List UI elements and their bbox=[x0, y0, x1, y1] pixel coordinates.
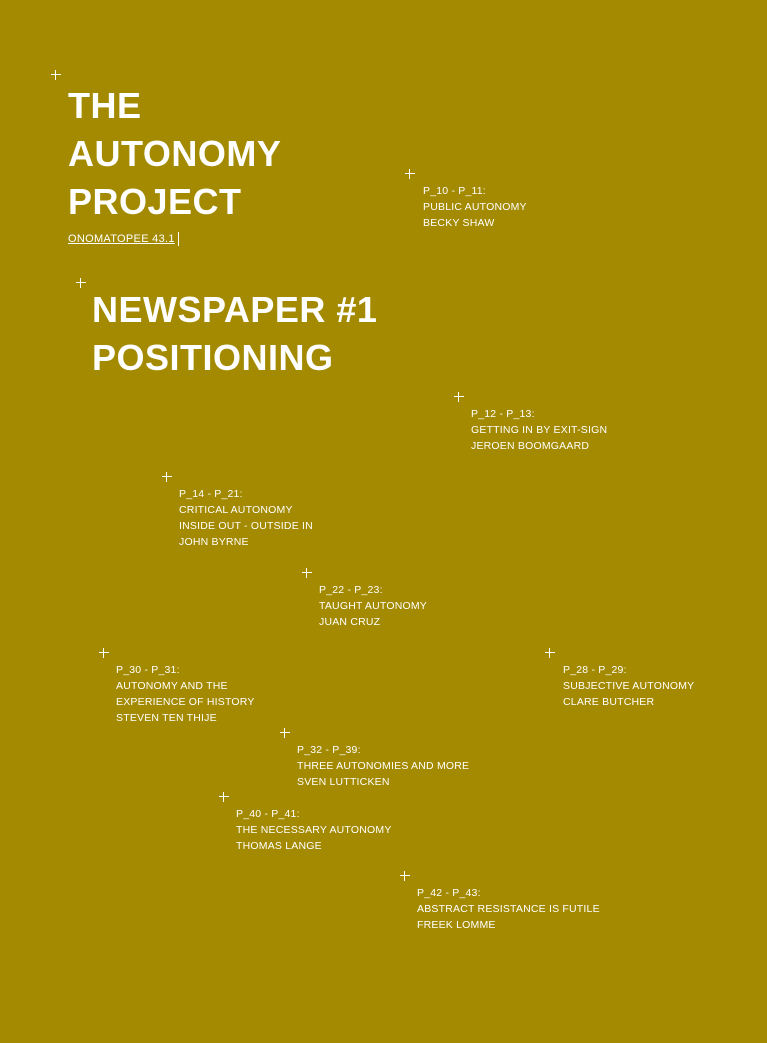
entry-pages: P_10 - P_11: bbox=[423, 185, 486, 197]
entry-pages: P_40 - P_41: bbox=[236, 808, 300, 820]
issue-title-line: NEWSPAPER #1 bbox=[92, 289, 378, 330]
entry-title: THE NECESSARY AUTONOMY bbox=[236, 824, 392, 836]
contents-entry bbox=[319, 582, 427, 630]
plus-icon bbox=[76, 278, 86, 288]
entry-author: THOMAS LANGE bbox=[236, 840, 322, 852]
title-line: AUTONOMY bbox=[68, 133, 282, 174]
entry-pages: P_42 - P_43: bbox=[417, 887, 481, 899]
edition-label: ONOMATOPEE 43.1 bbox=[68, 232, 179, 246]
entry-author: JUAN CRUZ bbox=[319, 616, 381, 628]
entry-title: SUBJECTIVE AUTONOMY bbox=[563, 680, 695, 692]
entry-title: EXPERIENCE OF HISTORY bbox=[116, 696, 255, 708]
entry-title: PUBLIC AUTONOMY bbox=[423, 201, 527, 213]
entry-title: GETTING IN BY EXIT-SIGN bbox=[471, 424, 608, 436]
entry-author: JEROEN BOOMGAARD bbox=[471, 440, 590, 452]
plus-icon bbox=[405, 169, 415, 179]
title-line: THE bbox=[68, 85, 142, 126]
entry-pages: P_32 - P_39: bbox=[297, 744, 361, 756]
entry-pages: P_22 - P_23: bbox=[319, 584, 383, 596]
entry-author: JOHN BYRNE bbox=[179, 536, 249, 548]
entry-title: AUTONOMY AND THE bbox=[116, 680, 228, 692]
entry-pages: P_12 - P_13: bbox=[471, 408, 535, 420]
entry-title: THREE AUTONOMIES AND MORE bbox=[297, 760, 470, 772]
plus-icon bbox=[454, 392, 464, 402]
entry-author: BECKY SHAW bbox=[423, 217, 495, 229]
entry-title: TAUGHT AUTONOMY bbox=[319, 600, 428, 612]
contents-entry bbox=[417, 885, 600, 933]
contents-entry bbox=[236, 806, 392, 854]
entry-author: FREEK LOMME bbox=[417, 919, 496, 931]
plus-icon bbox=[280, 728, 290, 738]
entry-pages: P_14 - P_21: bbox=[179, 488, 243, 500]
entry-title: CRITICAL AUTONOMY bbox=[179, 504, 293, 516]
entry-author: STEVEN TEN THIJE bbox=[116, 712, 217, 724]
contents-entry bbox=[297, 742, 469, 790]
contents-entry bbox=[179, 486, 313, 550]
plus-icon bbox=[51, 70, 61, 80]
plus-icon bbox=[545, 648, 555, 658]
plus-icon bbox=[302, 568, 312, 578]
entry-author: SVEN LUTTICKEN bbox=[297, 776, 390, 788]
publication-title bbox=[68, 82, 281, 226]
contents-entry bbox=[563, 662, 694, 710]
plus-icon bbox=[162, 472, 172, 482]
plus-icon bbox=[400, 871, 410, 881]
entry-title: INSIDE OUT - OUTSIDE IN bbox=[179, 520, 313, 532]
contents-entry bbox=[116, 662, 255, 726]
entry-title: ABSTRACT RESISTANCE IS FUTILE bbox=[417, 903, 600, 915]
contents-entry bbox=[423, 183, 527, 231]
entry-author: CLARE BUTCHER bbox=[563, 696, 655, 708]
title-line: PROJECT bbox=[68, 181, 242, 222]
contents-entry bbox=[471, 406, 607, 454]
plus-icon bbox=[219, 792, 229, 802]
issue-title-line: POSITIONING bbox=[92, 337, 334, 378]
issue-title bbox=[92, 286, 377, 382]
entry-pages: P_30 - P_31: bbox=[116, 664, 180, 676]
plus-icon bbox=[99, 648, 109, 658]
entry-pages: P_28 - P_29: bbox=[563, 664, 627, 676]
